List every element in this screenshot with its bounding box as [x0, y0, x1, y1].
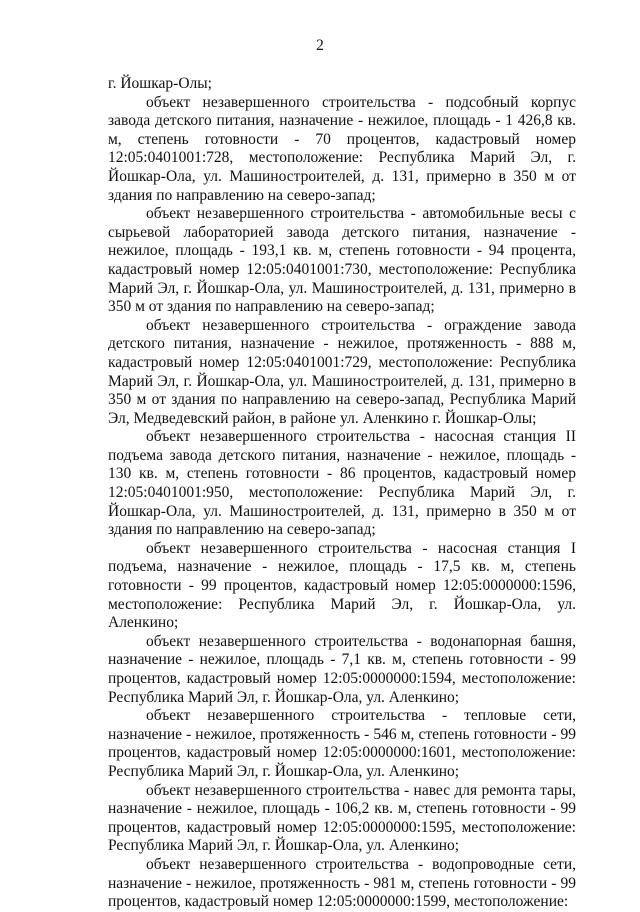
paragraph-truck-scales: объект незавершенного строительства - автомобильные весы с сырьевой лабораторией завода детского питания, назначение - нежилое, площадь - 193,1 кв. м, степень готовности - 94 процента, кадастровый номер 12:05:0401001:730, местоположение: Республика Марий Эл, г. Йошкар-Ола, ул. Машиностроителей, д. 131, примерно в 350 м от здания по направлению на северо-запад; [108, 205, 576, 316]
paragraph-fence: объект незавершенного строительства - ограждение завода детского питания, назначение - нежилое, протяженность - 888 м, кадастровый номер 12:05:0401001:729, местоположение: Республика Марий Эл, г. Йошкар-Ола, ул. Машиностроителей, д. 131, примерно в 350 м от здания по направлению на северо-запад, Республика Марий Эл, Медведевский район, в районе ул. Аленкино г. Йошкар-Олы; [108, 316, 576, 427]
document-body [108, 75, 576, 912]
paragraph-repair-shed: объект незавершенного строительства - навес для ремонта тары, назначение - нежилое, площадь - 106,2 кв. м, степень готовности - 99 процентов, кадастровый номер 12:05:0000000:1595, местоположение: Республика Марий Эл, г. Йошкар-Ола, ул. Аленкино; [108, 781, 576, 855]
paragraph-pumping-station-2: объект незавершенного строительства - насосная станция II подъема завода детского питания, назначение - нежилое, площадь - 130 кв. м, степень готовности - 86 процентов, кадастровый номер 12:05:0401001:950, местоположение: Республика Марий Эл, г. Йошкар-Ола, ул. Машиностроителей, д. 131, примерно в 350 м от здания по направлению на северо-запад; [108, 428, 576, 539]
paragraph-heating-networks: объект незавершенного строительства - тепловые сети, назначение - нежилое, протяженность - 546 м, степень готовности - 99 процентов, кадастровый номер 12:05:0000000:1601, местоположение: Республика Марий Эл, г. Йошкар-Ола, ул. Аленкино; [108, 707, 576, 780]
paragraph-auxiliary-building: объект незавершенного строительства - подсобный корпус завода детского питания, назначение - нежилое, площадь - 1 426,8 кв. м, степень готовности - 70 процентов, кадастровый номер 12:05:0401001:728, местоположение: Республика Марий Эл, г. Йошкар-Ола, ул. Машиностроителей, д. 131, примерно в 350 м от здания по направлению на северо-запад; [108, 93, 576, 204]
paragraph-water-tower: объект незавершенного строительства - водонапорная башня, назначение - нежилое, площадь - 7,1 кв. м, степень готовности - 99 процентов, кадастровый номер 12:05:0000000:1594, местоположение: Республика Марий Эл, г. Йошкар-Ола, ул. Аленкино; [108, 632, 576, 706]
paragraph-pumping-station-1: объект незавершенного строительства - насосная станция I подъема, назначение - нежилое, площадь - 17,5 кв. м, степень готовности - 99 процентов, кадастровый номер 12:05:0000000:1596, местоположение: Республика Марий Эл, г. Йошкар-Ола, ул. Аленкино; [108, 539, 576, 632]
paragraph-continuation: г. Йошкар-Олы; [108, 75, 212, 92]
paragraph-water-networks: объект незавершенного строительства - водопроводные сети, назначение - нежилое, протяженность - 981 м, степень готовности - 99 процентов, кадастровый номер 12:05:0000000:1599, местоположение: [108, 855, 576, 911]
page-number: 2 [316, 37, 324, 54]
